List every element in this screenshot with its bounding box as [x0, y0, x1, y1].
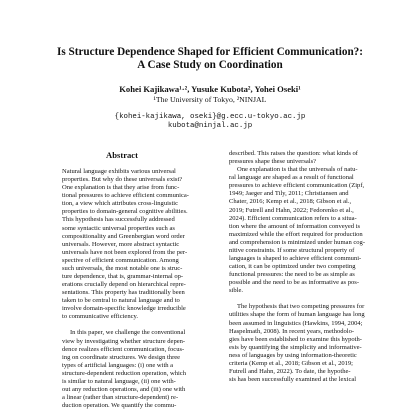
left-column — [62, 168, 190, 410]
text-line: types of artificial languages: (i) one with a — [62, 361, 174, 369]
text-line: 1949; Jaeger and Tily, 2011; Christiansen and — [229, 190, 349, 198]
text-line: compositionality and Greenbergian word order — [62, 232, 185, 240]
text-line: Chater, 2016; Kemp et al., 2018; Gibson et al., — [229, 198, 352, 206]
text-line: a linear (rather than structure-dependent) re- — [62, 394, 179, 402]
text-line: such universals, the most notable one is struc- — [62, 264, 183, 272]
abstract-paragraph-1 — [62, 168, 190, 321]
text-line: duction operation. We quantify the commu- — [62, 402, 177, 410]
text-line: spective of efficient communication. Among — [62, 256, 179, 264]
text-line: gies have been established to examine this hypoth- — [229, 335, 362, 343]
intro-paragraph-1 — [229, 150, 381, 166]
affiliation: ¹The University of Tokyo, ²NINJAL — [153, 95, 267, 104]
text-line: Natural language exhibits various universal — [62, 168, 176, 175]
text-line: tion, a view which attributes cross-linguistic — [62, 200, 179, 208]
text-line: pressures shape these universals? — [229, 158, 317, 166]
text-line: tion where the amount of information conveyed is — [229, 222, 361, 230]
text-line: ness of languages by using information-theoretic — [229, 351, 357, 359]
text-line: universals. However, more abstract syntactic — [62, 240, 180, 248]
email-line-1: {kohei-kajikawa, oseki}@g.ecc.u-tokyo.ac.jp — [114, 113, 306, 121]
text-line: Haspelmath, 2008). In recent years, methodolo- — [229, 327, 355, 335]
paper-title-line-2: A Case Study on Coordination — [137, 59, 283, 71]
author-list: Kohei Kajikawa¹·², Yusuke Kubota², Yohei Oseki¹ — [119, 84, 301, 94]
text-line: In this paper, we challenge the conventional — [70, 329, 186, 337]
text-line: One explanation is that the universals of natu- — [237, 166, 358, 174]
paper-title-line-1: Is Structure Dependence Shaped for Efficient Communication?: — [57, 46, 363, 58]
text-line: ture dependence, that is, grammar-internal op- — [62, 273, 184, 281]
abstract-heading: Abstract — [106, 150, 138, 160]
text-line: sentations. This property has traditionally been — [62, 289, 185, 297]
text-line: some syntactic universal properties such as — [62, 224, 175, 232]
text-line: ing on coordinate structures. We design three — [62, 353, 181, 361]
text-line: described. This raises the question: what kinds of — [229, 150, 358, 157]
text-line: One explanation is that they arise from func- — [62, 184, 180, 192]
text-line: sis has been successfully examined at the lexical — [229, 376, 357, 384]
text-line: pressures to achieve efficient communication (Zipf, — [229, 182, 365, 190]
text-line: universals have not been explored from the per- — [62, 248, 188, 256]
text-line: involve domain-specific knowledge irreducible — [62, 305, 186, 313]
text-line: maximized while the effort required for production — [229, 230, 363, 238]
intro-paragraph-3 — [229, 303, 381, 384]
right-column — [229, 150, 381, 384]
text-line: tional pressures to achieve efficient communica- — [62, 192, 189, 200]
text-line: structure-dependent reduction operation, which — [62, 369, 186, 377]
text-line: possible and the need to be as informative as pos- — [229, 279, 359, 287]
text-line: been assumed in linguistics (Hawkins, 1994, 2004; — [229, 319, 363, 327]
text-line: nitive constraints. If some structural property of — [229, 246, 355, 254]
text-line: dence realizes efficient communication, focus- — [62, 345, 185, 353]
text-line: view by investigating whether structure depen- — [62, 337, 186, 345]
text-line: functional pressures: the need to be as simple as — [229, 271, 355, 279]
text-line: 2019; Futrell and Hahn, 2022; Fedorenko et al., — [229, 206, 354, 214]
text-line: cation, it can be optimized under two competing — [229, 263, 356, 271]
text-line: esis by quantifying the simplicity and informative- — [229, 343, 362, 351]
text-line: properties. But why do these universals exist? — [62, 176, 183, 184]
text-line: utilities shape the form of human language has long — [229, 311, 365, 319]
text-line: languages is shaped to achieve efficient communi- — [229, 255, 362, 263]
text-line: taken to be central to natural language and to — [62, 297, 180, 305]
text-line: 2024). Efficient communication refers to a situa- — [229, 214, 357, 222]
text-line: properties to domain-general cognitive abilities. — [62, 208, 188, 216]
text-line: The hypothesis that two competing pressures for — [237, 303, 365, 311]
text-line: is similar to natural language, (ii) one with- — [62, 377, 176, 385]
text-line: criteria (Kemp et al., 2018; Gibson et al., 2019; — [229, 359, 353, 367]
intro-paragraph-2 — [229, 166, 381, 295]
text-line: ral language are shaped as a result of functional — [229, 174, 354, 182]
text-line: erations crucially depend on hierarchical repre- — [62, 281, 186, 289]
text-line: Futrell and Hahn, 2022). To date, the hypothe- — [229, 368, 351, 376]
text-line: to communicative efficiency. — [62, 313, 138, 321]
text-line: and comprehension is minimized under human cog- — [229, 238, 365, 246]
abstract-paragraph-2 — [62, 329, 190, 410]
text-line: This hypothesis has successfully addressed — [62, 216, 175, 224]
text-line: out any reduction operations, and (iii) one with — [62, 386, 186, 394]
text-line: sible. — [229, 287, 244, 295]
email-line-2: kubota@ninjal.ac.jp — [167, 122, 253, 130]
